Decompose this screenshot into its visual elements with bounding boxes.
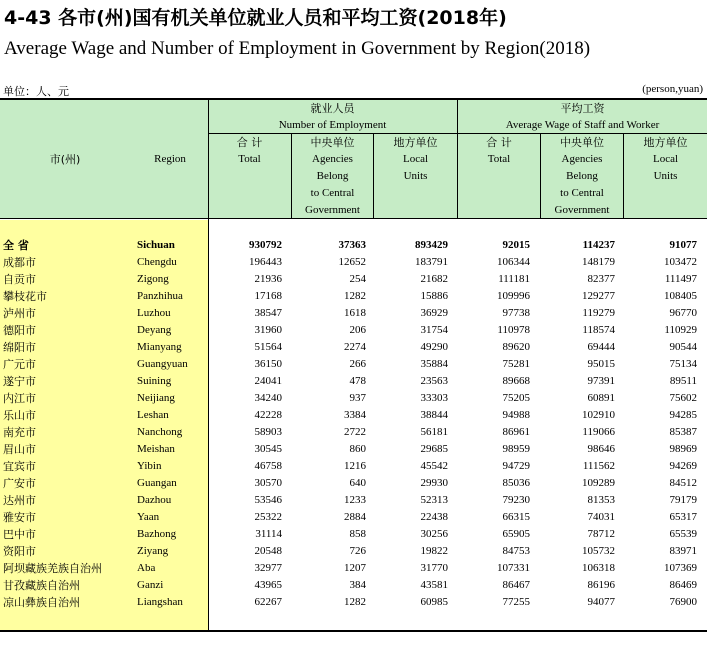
cell-wage-total: 86467 <box>502 579 530 591</box>
cell-emp-total: 930792 <box>249 239 282 251</box>
row-region-en: Meishan <box>137 443 175 455</box>
cell-emp-local: 22438 <box>420 511 448 523</box>
cell-wage-local: 91077 <box>669 239 697 251</box>
cell-wage-total: 86961 <box>502 426 530 438</box>
cell-wage-local: 84512 <box>669 477 697 489</box>
table-row <box>0 594 707 611</box>
unit-label-cn: 单位：人、元 <box>3 85 69 98</box>
row-city-cn: 雅安市 <box>3 511 36 524</box>
cell-emp-total: 32977 <box>254 562 282 574</box>
cell-emp-central: 3384 <box>344 409 366 421</box>
cell-emp-local: 19822 <box>420 545 448 557</box>
row-city-cn: 阿坝藏族羌族自治州 <box>3 562 102 575</box>
cell-emp-local: 35884 <box>420 358 448 370</box>
cell-emp-total: 196443 <box>249 256 282 268</box>
row-region-en: Neijiang <box>137 392 175 404</box>
cell-wage-central: 69444 <box>587 341 615 353</box>
cell-emp-central: 206 <box>349 324 366 336</box>
cell-emp-total: 20548 <box>254 545 282 557</box>
cell-wage-local: 89511 <box>669 375 697 387</box>
cell-wage-central: 60891 <box>587 392 615 404</box>
row-city-cn: 广元市 <box>3 358 36 371</box>
cell-emp-local: 52313 <box>420 494 448 506</box>
cell-wage-local: 75134 <box>669 358 697 370</box>
header-wage-cn: 平均工资 <box>560 102 605 115</box>
header-emp-central-en-3: to Central <box>310 187 355 199</box>
header-wage-local-en-1: Local <box>652 153 679 165</box>
table-row <box>0 560 707 577</box>
table-row <box>0 526 707 543</box>
cell-wage-total: 75281 <box>502 358 530 370</box>
cell-emp-local: 29685 <box>420 443 448 455</box>
row-city-cn: 甘孜藏族自治州 <box>3 579 80 592</box>
row-city-cn: 宜宾市 <box>3 460 36 473</box>
header-wage-local-en-2: Units <box>653 170 678 182</box>
row-region-en: Dazhou <box>137 494 172 506</box>
cell-wage-local: 83971 <box>669 545 697 557</box>
cell-emp-central: 1207 <box>344 562 366 574</box>
header-wage-total-en: Total <box>487 153 511 165</box>
cell-wage-central: 82377 <box>587 273 615 285</box>
cell-wage-total: 84753 <box>502 545 530 557</box>
header-wage-local-cn: 地方单位 <box>643 136 688 149</box>
row-city-cn: 攀枝花市 <box>3 290 47 303</box>
cell-emp-central: 1282 <box>344 290 366 302</box>
cell-emp-central: 12652 <box>338 256 366 268</box>
page-title-en: Average Wage and Number of Employment in Government by Region(2018) <box>4 38 591 59</box>
cell-emp-total: 58903 <box>254 426 282 438</box>
cell-wage-total: 89620 <box>502 341 530 353</box>
table-row <box>0 509 707 526</box>
cell-emp-total: 30570 <box>254 477 282 489</box>
cell-wage-total: 97738 <box>502 307 530 319</box>
cell-emp-local: 31770 <box>420 562 448 574</box>
cell-wage-local: 75602 <box>669 392 697 404</box>
cell-wage-central: 106318 <box>582 562 615 574</box>
cell-wage-central: 111562 <box>582 460 615 472</box>
cell-wage-central: 102910 <box>582 409 615 421</box>
row-city-cn: 内江市 <box>3 392 36 405</box>
page-title-cn: 4-43 各市(州)国有机关单位就业人员和平均工资(2018年) <box>4 7 507 29</box>
table-row <box>0 356 707 373</box>
table-row <box>0 254 707 271</box>
cell-wage-local: 111497 <box>664 273 697 285</box>
cell-wage-local: 79179 <box>669 494 697 506</box>
cell-wage-central: 105732 <box>582 545 615 557</box>
row-region-en: Leshan <box>137 409 169 421</box>
cell-wage-local: 107369 <box>664 562 697 574</box>
row-city-cn: 广安市 <box>3 477 36 490</box>
cell-emp-total: 36150 <box>254 358 282 370</box>
row-region-en: Suining <box>137 375 172 387</box>
header-emp-local-en-1: Local <box>402 153 429 165</box>
cell-emp-central: 37363 <box>338 239 366 251</box>
cell-emp-central: 2722 <box>344 426 366 438</box>
header-region: Region <box>154 153 186 165</box>
row-city-cn: 乐山市 <box>3 409 36 422</box>
row-city-cn: 绵阳市 <box>3 341 36 354</box>
row-region-en: Panzhihua <box>137 290 183 302</box>
cell-wage-local: 65317 <box>669 511 697 523</box>
cell-wage-central: 94077 <box>587 596 615 608</box>
row-region-en: Guangan <box>137 477 177 489</box>
cell-wage-central: 118574 <box>582 324 615 336</box>
cell-emp-local: 38844 <box>420 409 448 421</box>
cell-wage-total: 107331 <box>497 562 530 574</box>
cell-emp-local: 60985 <box>420 596 448 608</box>
cell-emp-local: 45542 <box>420 460 448 472</box>
header-emp-local-en-2: Units <box>403 170 428 182</box>
header-emp-central-cn: 中央单位 <box>310 136 355 149</box>
header-wage-central-en-2: Belong <box>566 170 598 182</box>
cell-emp-central: 266 <box>349 358 366 370</box>
cell-emp-local: 893429 <box>415 239 448 251</box>
cell-emp-total: 43965 <box>254 579 282 591</box>
cell-emp-total: 38547 <box>254 307 282 319</box>
cell-emp-central: 937 <box>349 392 366 404</box>
cell-emp-total: 25322 <box>254 511 282 523</box>
cell-wage-total: 65905 <box>502 528 530 540</box>
row-city-cn: 全 省 <box>3 239 29 252</box>
cell-wage-local: 86469 <box>669 579 697 591</box>
cell-wage-local: 108405 <box>664 290 697 302</box>
cell-emp-local: 29930 <box>420 477 448 489</box>
cell-wage-local: 76900 <box>669 596 697 608</box>
header-employment-en: Number of Employment <box>278 119 387 131</box>
cell-emp-total: 62267 <box>254 596 282 608</box>
data-table <box>0 98 707 632</box>
cell-emp-central: 858 <box>349 528 366 540</box>
row-region-en: Guangyuan <box>137 358 188 370</box>
table-row <box>0 390 707 407</box>
cell-emp-central: 254 <box>349 273 366 285</box>
row-city-cn: 南充市 <box>3 426 36 439</box>
cell-wage-local: 85387 <box>669 426 697 438</box>
cell-wage-total: 106344 <box>497 256 530 268</box>
row-region-en: Nanchong <box>137 426 183 438</box>
header-emp-central-en-1: Agencies <box>312 153 353 165</box>
cell-wage-total: 110978 <box>497 324 530 336</box>
cell-wage-local: 94269 <box>669 460 697 472</box>
table-row <box>0 458 707 475</box>
cell-wage-total: 92015 <box>502 239 530 251</box>
cell-wage-total: 75205 <box>502 392 530 404</box>
table-row <box>0 339 707 356</box>
cell-emp-total: 34240 <box>254 392 282 404</box>
table-row <box>0 441 707 458</box>
header-wage-central-en-3: to Central <box>560 187 604 199</box>
row-region-en: Bazhong <box>137 528 177 540</box>
cell-wage-total: 109996 <box>497 290 530 302</box>
cell-emp-central: 726 <box>349 545 366 557</box>
cell-wage-total: 94988 <box>502 409 530 421</box>
cell-emp-central: 640 <box>349 477 366 489</box>
table-row <box>0 237 707 254</box>
header-wage-en: Average Wage of Staff and Worker <box>505 119 660 131</box>
row-region-en: Chengdu <box>137 256 177 268</box>
header-wage-central-en-4: Government <box>554 204 610 216</box>
row-city-cn: 达州市 <box>3 494 36 507</box>
cell-wage-local: 90544 <box>669 341 697 353</box>
cell-emp-local: 15886 <box>420 290 448 302</box>
row-region-en: Ziyang <box>137 545 169 557</box>
header-wage-central-en-1: Agencies <box>561 153 603 165</box>
cell-wage-central: 109289 <box>582 477 615 489</box>
cell-emp-local: 56181 <box>420 426 448 438</box>
header-emp-local-cn: 地方单位 <box>393 136 438 149</box>
cell-wage-total: 77255 <box>502 596 530 608</box>
cell-emp-total: 31960 <box>254 324 282 336</box>
cell-wage-local: 103472 <box>664 256 697 268</box>
cell-emp-central: 1618 <box>344 307 366 319</box>
header-city-cn: 市(州) <box>49 153 81 166</box>
header-wage-total-cn: 合 计 <box>486 136 512 149</box>
cell-wage-central: 81353 <box>587 494 615 506</box>
row-city-cn: 泸州市 <box>3 307 36 320</box>
unit-label-en: (person,yuan) <box>642 83 703 95</box>
cell-emp-total: 24041 <box>254 375 282 387</box>
cell-emp-central: 478 <box>349 375 366 387</box>
cell-wage-central: 129277 <box>582 290 615 302</box>
table-row <box>0 424 707 441</box>
header-wage-central-cn: 中央单位 <box>560 136 604 149</box>
cell-emp-total: 30545 <box>254 443 282 455</box>
cell-wage-total: 98959 <box>502 443 530 455</box>
table-row <box>0 373 707 390</box>
cell-emp-local: 30256 <box>420 528 448 540</box>
table-row <box>0 322 707 339</box>
row-region-en: Yaan <box>137 511 160 523</box>
cell-wage-local: 96770 <box>669 307 697 319</box>
cell-emp-total: 51564 <box>254 341 282 353</box>
table-row <box>0 305 707 322</box>
row-region-en: Sichuan <box>137 239 175 251</box>
cell-wage-central: 98646 <box>587 443 615 455</box>
cell-emp-total: 42228 <box>254 409 282 421</box>
cell-wage-central: 74031 <box>587 511 615 523</box>
cell-emp-total: 46758 <box>254 460 282 472</box>
row-city-cn: 自贡市 <box>3 273 36 286</box>
header-emp-central-en-4: Government <box>305 204 360 216</box>
cell-wage-central: 78712 <box>587 528 615 540</box>
cell-emp-central: 2274 <box>344 341 366 353</box>
row-city-cn: 成都市 <box>3 256 36 269</box>
table-row <box>0 543 707 560</box>
cell-emp-local: 21682 <box>420 273 448 285</box>
cell-wage-central: 95015 <box>587 358 615 370</box>
header-emp-total-en: Total <box>238 153 261 165</box>
row-region-en: Zigong <box>137 273 169 285</box>
row-region-en: Liangshan <box>137 596 183 608</box>
cell-wage-total: 89668 <box>502 375 530 387</box>
cell-emp-local: 49290 <box>420 341 448 353</box>
cell-emp-central: 1233 <box>344 494 366 506</box>
cell-emp-total: 31114 <box>255 528 282 540</box>
cell-wage-central: 86196 <box>587 579 615 591</box>
cell-wage-local: 94285 <box>669 409 697 421</box>
cell-emp-total: 21936 <box>254 273 282 285</box>
cell-emp-local: 23563 <box>420 375 448 387</box>
table-row <box>0 271 707 288</box>
table-row <box>0 288 707 305</box>
cell-emp-total: 17168 <box>254 290 282 302</box>
header-emp-total-cn: 合 计 <box>236 136 263 149</box>
cell-emp-total: 53546 <box>254 494 282 506</box>
cell-wage-local: 110929 <box>664 324 697 336</box>
row-city-cn: 遂宁市 <box>3 375 36 388</box>
row-region-en: Yibin <box>137 460 162 472</box>
row-city-cn: 资阳市 <box>3 545 36 558</box>
cell-emp-central: 2884 <box>344 511 366 523</box>
cell-wage-local: 65539 <box>669 528 697 540</box>
cell-emp-local: 36929 <box>420 307 448 319</box>
row-region-en: Mianyang <box>137 341 182 353</box>
header-emp-central-en-2: Belong <box>316 170 349 182</box>
cell-wage-local: 98969 <box>669 443 697 455</box>
cell-wage-central: 119066 <box>582 426 615 438</box>
cell-wage-central: 148179 <box>582 256 615 268</box>
cell-emp-local: 31754 <box>420 324 448 336</box>
cell-emp-local: 43581 <box>420 579 448 591</box>
cell-emp-central: 1216 <box>344 460 366 472</box>
cell-wage-total: 66315 <box>502 511 530 523</box>
cell-wage-total: 79230 <box>502 494 530 506</box>
cell-wage-central: 114237 <box>582 239 615 251</box>
row-region-en: Deyang <box>137 324 172 336</box>
table-row <box>0 577 707 594</box>
cell-wage-total: 111181 <box>498 273 530 285</box>
row-region-en: Aba <box>137 562 156 574</box>
cell-emp-central: 1282 <box>344 596 366 608</box>
cell-emp-local: 183791 <box>415 256 448 268</box>
cell-wage-central: 97391 <box>587 375 615 387</box>
cell-emp-central: 860 <box>349 443 366 455</box>
header-employment-cn: 就业人员 <box>310 102 355 115</box>
row-city-cn: 德阳市 <box>3 324 36 337</box>
cell-wage-central: 119279 <box>582 307 615 319</box>
cell-wage-total: 94729 <box>502 460 530 472</box>
cell-wage-total: 85036 <box>502 477 530 489</box>
cell-emp-local: 33303 <box>420 392 448 404</box>
row-city-cn: 凉山彝族自治州 <box>3 596 80 609</box>
table-row <box>0 407 707 424</box>
row-region-en: Luzhou <box>137 307 171 319</box>
cell-emp-central: 384 <box>349 579 366 591</box>
table-row <box>0 475 707 492</box>
row-region-en: Ganzi <box>137 579 164 591</box>
row-city-cn: 眉山市 <box>3 443 36 456</box>
row-city-cn: 巴中市 <box>3 528 36 541</box>
table-row <box>0 492 707 509</box>
